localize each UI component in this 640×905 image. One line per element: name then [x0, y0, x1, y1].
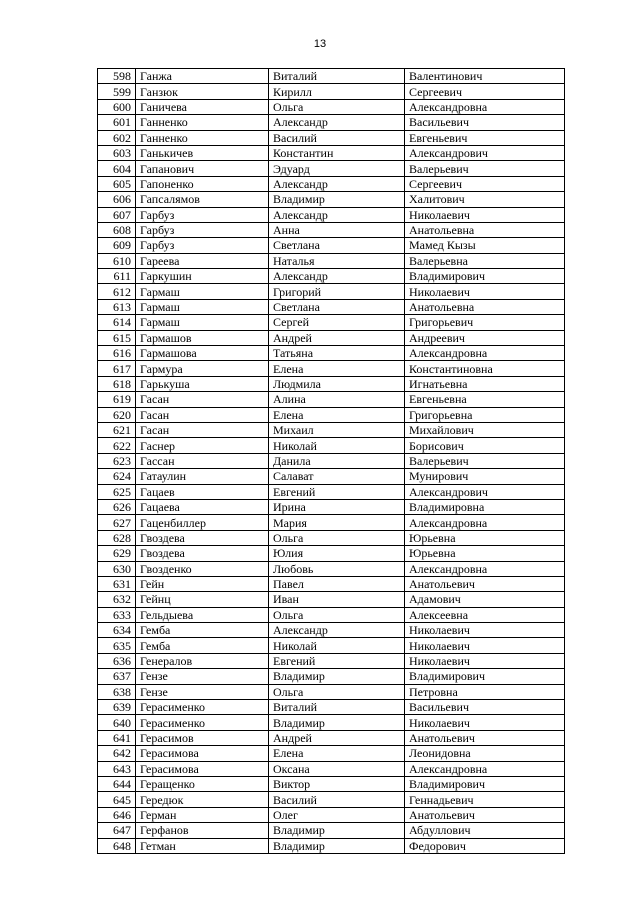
table-row: [98, 561, 565, 576]
last-name-cell: Гейн: [136, 576, 269, 591]
first-name-cell: Иван: [269, 592, 405, 607]
first-name-cell: Анна: [269, 222, 405, 237]
first-name-cell: Данила: [269, 453, 405, 468]
row-number-cell: 638: [98, 684, 136, 699]
patronymic-cell: Евгеньевна: [405, 392, 565, 407]
table-row: [98, 607, 565, 622]
table-row: [98, 346, 565, 361]
row-number-cell: 601: [98, 115, 136, 130]
row-number-cell: 617: [98, 361, 136, 376]
patronymic-cell: Николаевич: [405, 715, 565, 730]
row-number-cell: 615: [98, 330, 136, 345]
row-number-cell: 642: [98, 746, 136, 761]
patronymic-cell: Анатольевич: [405, 576, 565, 591]
row-number-cell: 614: [98, 315, 136, 330]
last-name-cell: Ганькичев: [136, 145, 269, 160]
table-row: [98, 299, 565, 314]
last-name-cell: Гетман: [136, 838, 269, 853]
patronymic-cell: Мамед Кызы: [405, 238, 565, 253]
row-number-cell: 646: [98, 807, 136, 822]
first-name-cell: Николай: [269, 438, 405, 453]
first-name-cell: Михаил: [269, 422, 405, 437]
roster-body: [98, 69, 565, 854]
first-name-cell: Оксана: [269, 761, 405, 776]
last-name-cell: Гармура: [136, 361, 269, 376]
row-number-cell: 611: [98, 269, 136, 284]
table-row: [98, 392, 565, 407]
page-number: 13: [313, 38, 327, 50]
table-row: [98, 807, 565, 822]
table-row: [98, 269, 565, 284]
table-row: [98, 776, 565, 791]
last-name-cell: Герасименко: [136, 715, 269, 730]
patronymic-cell: Геннадьевич: [405, 792, 565, 807]
patronymic-cell: Федорович: [405, 838, 565, 853]
last-name-cell: Герасимов: [136, 730, 269, 745]
patronymic-cell: Александровна: [405, 99, 565, 114]
row-number-cell: 621: [98, 422, 136, 437]
last-name-cell: Гарькуша: [136, 376, 269, 391]
last-name-cell: Гацаева: [136, 499, 269, 514]
patronymic-cell: Анатольевич: [405, 730, 565, 745]
first-name-cell: Ольга: [269, 530, 405, 545]
row-number-cell: 607: [98, 207, 136, 222]
last-name-cell: Гемба: [136, 638, 269, 653]
row-number-cell: 624: [98, 469, 136, 484]
first-name-cell: Андрей: [269, 330, 405, 345]
table-row: [98, 576, 565, 591]
patronymic-cell: Анатольевна: [405, 299, 565, 314]
last-name-cell: Гармаш: [136, 284, 269, 299]
first-name-cell: Наталья: [269, 253, 405, 268]
first-name-cell: Елена: [269, 407, 405, 422]
last-name-cell: Гармаш: [136, 315, 269, 330]
patronymic-cell: Александрович: [405, 484, 565, 499]
patronymic-cell: Юрьевна: [405, 546, 565, 561]
row-number-cell: 625: [98, 484, 136, 499]
first-name-cell: Светлана: [269, 299, 405, 314]
table-row: [98, 145, 565, 160]
table-row: [98, 422, 565, 437]
table-row: [98, 515, 565, 530]
first-name-cell: Ольга: [269, 99, 405, 114]
row-number-cell: 603: [98, 145, 136, 160]
first-name-cell: Елена: [269, 361, 405, 376]
last-name-cell: Гармаш: [136, 299, 269, 314]
last-name-cell: Герфанов: [136, 823, 269, 838]
first-name-cell: Александр: [269, 623, 405, 638]
row-number-cell: 637: [98, 669, 136, 684]
patronymic-cell: Леонидовна: [405, 746, 565, 761]
first-name-cell: Владимир: [269, 838, 405, 853]
last-name-cell: Ганичева: [136, 99, 269, 114]
row-number-cell: 626: [98, 499, 136, 514]
patronymic-cell: Николаевич: [405, 638, 565, 653]
last-name-cell: Гельдыева: [136, 607, 269, 622]
first-name-cell: Евгений: [269, 653, 405, 668]
first-name-cell: Олег: [269, 807, 405, 822]
table-row: [98, 115, 565, 130]
table-row: [98, 453, 565, 468]
table-row: [98, 730, 565, 745]
patronymic-cell: Евгеньевич: [405, 130, 565, 145]
last-name-cell: Гармашова: [136, 346, 269, 361]
row-number-cell: 604: [98, 161, 136, 176]
row-number-cell: 619: [98, 392, 136, 407]
first-name-cell: Григорий: [269, 284, 405, 299]
table-row: [98, 407, 565, 422]
patronymic-cell: Мунирович: [405, 469, 565, 484]
first-name-cell: Владимир: [269, 715, 405, 730]
table-row: [98, 222, 565, 237]
row-number-cell: 632: [98, 592, 136, 607]
last-name-cell: Ганжа: [136, 69, 269, 84]
roster-table: [97, 68, 565, 854]
row-number-cell: 635: [98, 638, 136, 653]
table-row: [98, 161, 565, 176]
last-name-cell: Гацаев: [136, 484, 269, 499]
first-name-cell: Александр: [269, 207, 405, 222]
last-name-cell: Гассан: [136, 453, 269, 468]
table-row: [98, 761, 565, 776]
row-number-cell: 647: [98, 823, 136, 838]
row-number-cell: 613: [98, 299, 136, 314]
last-name-cell: Гарбуз: [136, 222, 269, 237]
last-name-cell: Гейнц: [136, 592, 269, 607]
table-row: [98, 99, 565, 114]
table-row: [98, 84, 565, 99]
row-number-cell: 629: [98, 546, 136, 561]
last-name-cell: Гармашов: [136, 330, 269, 345]
row-number-cell: 627: [98, 515, 136, 530]
patronymic-cell: Валерьевич: [405, 161, 565, 176]
row-number-cell: 599: [98, 84, 136, 99]
table-row: [98, 361, 565, 376]
first-name-cell: Александр: [269, 176, 405, 191]
first-name-cell: Кирилл: [269, 84, 405, 99]
row-number-cell: 643: [98, 761, 136, 776]
row-number-cell: 609: [98, 238, 136, 253]
table-row: [98, 823, 565, 838]
row-number-cell: 605: [98, 176, 136, 191]
last-name-cell: Гензе: [136, 669, 269, 684]
table-row: [98, 669, 565, 684]
last-name-cell: Гапанович: [136, 161, 269, 176]
patronymic-cell: Анатольевна: [405, 222, 565, 237]
table-row: [98, 253, 565, 268]
patronymic-cell: Петровна: [405, 684, 565, 699]
row-number-cell: 644: [98, 776, 136, 791]
patronymic-cell: Игнатьевна: [405, 376, 565, 391]
last-name-cell: Гапсалямов: [136, 192, 269, 207]
row-number-cell: 628: [98, 530, 136, 545]
table-row: [98, 484, 565, 499]
last-name-cell: Гатаулин: [136, 469, 269, 484]
table-row: [98, 838, 565, 853]
row-number-cell: 631: [98, 576, 136, 591]
row-number-cell: 648: [98, 838, 136, 853]
table-row: [98, 546, 565, 561]
patronymic-cell: Халитович: [405, 192, 565, 207]
patronymic-cell: Александровна: [405, 561, 565, 576]
row-number-cell: 610: [98, 253, 136, 268]
last-name-cell: Геращенко: [136, 776, 269, 791]
last-name-cell: Ганненко: [136, 130, 269, 145]
first-name-cell: Алина: [269, 392, 405, 407]
first-name-cell: Юлия: [269, 546, 405, 561]
patronymic-cell: Николаевич: [405, 284, 565, 299]
table-row: [98, 792, 565, 807]
first-name-cell: Александр: [269, 269, 405, 284]
patronymic-cell: Николаевич: [405, 623, 565, 638]
first-name-cell: Владимир: [269, 823, 405, 838]
table-row: [98, 469, 565, 484]
patronymic-cell: Анатольевич: [405, 807, 565, 822]
patronymic-cell: Сергеевич: [405, 176, 565, 191]
table-row: [98, 438, 565, 453]
table-row: [98, 623, 565, 638]
last-name-cell: Гензе: [136, 684, 269, 699]
table-row: [98, 684, 565, 699]
row-number-cell: 618: [98, 376, 136, 391]
last-name-cell: Генералов: [136, 653, 269, 668]
patronymic-cell: Григорьевна: [405, 407, 565, 422]
last-name-cell: Гасан: [136, 422, 269, 437]
table-row: [98, 130, 565, 145]
table-row: [98, 700, 565, 715]
table-row: [98, 284, 565, 299]
patronymic-cell: Владимирович: [405, 776, 565, 791]
first-name-cell: Салават: [269, 469, 405, 484]
first-name-cell: Сергей: [269, 315, 405, 330]
last-name-cell: Гареева: [136, 253, 269, 268]
patronymic-cell: Алексеевна: [405, 607, 565, 622]
first-name-cell: Эдуард: [269, 161, 405, 176]
table-row: [98, 69, 565, 84]
last-name-cell: Гасан: [136, 392, 269, 407]
table-row: [98, 330, 565, 345]
table-row: [98, 315, 565, 330]
patronymic-cell: Абдуллович: [405, 823, 565, 838]
patronymic-cell: Владимировна: [405, 499, 565, 514]
patronymic-cell: Андреевич: [405, 330, 565, 345]
patronymic-cell: Васильевич: [405, 700, 565, 715]
last-name-cell: Гвозденко: [136, 561, 269, 576]
patronymic-cell: Юрьевна: [405, 530, 565, 545]
last-name-cell: Гаркушин: [136, 269, 269, 284]
first-name-cell: Виталий: [269, 69, 405, 84]
row-number-cell: 636: [98, 653, 136, 668]
row-number-cell: 639: [98, 700, 136, 715]
first-name-cell: Василий: [269, 792, 405, 807]
last-name-cell: Гемба: [136, 623, 269, 638]
last-name-cell: Гасан: [136, 407, 269, 422]
patronymic-cell: Валентинович: [405, 69, 565, 84]
patronymic-cell: Владимирович: [405, 269, 565, 284]
first-name-cell: Николай: [269, 638, 405, 653]
patronymic-cell: Васильевич: [405, 115, 565, 130]
table-row: [98, 192, 565, 207]
patronymic-cell: Григорьевич: [405, 315, 565, 330]
patronymic-cell: Александровна: [405, 761, 565, 776]
last-name-cell: Герасимова: [136, 746, 269, 761]
row-number-cell: 622: [98, 438, 136, 453]
last-name-cell: Гаценбиллер: [136, 515, 269, 530]
first-name-cell: Александр: [269, 115, 405, 130]
patronymic-cell: Константиновна: [405, 361, 565, 376]
last-name-cell: Гапоненко: [136, 176, 269, 191]
last-name-cell: Гвоздева: [136, 546, 269, 561]
first-name-cell: Виталий: [269, 700, 405, 715]
last-name-cell: Гередюк: [136, 792, 269, 807]
table-row: [98, 499, 565, 514]
last-name-cell: Гарбуз: [136, 238, 269, 253]
patronymic-cell: Михайлович: [405, 422, 565, 437]
first-name-cell: Андрей: [269, 730, 405, 745]
first-name-cell: Светлана: [269, 238, 405, 253]
last-name-cell: Герман: [136, 807, 269, 822]
table-row: [98, 715, 565, 730]
patronymic-cell: Николаевич: [405, 653, 565, 668]
last-name-cell: Гвоздева: [136, 530, 269, 545]
first-name-cell: Любовь: [269, 561, 405, 576]
table-row: [98, 746, 565, 761]
table-row: [98, 653, 565, 668]
first-name-cell: Владимир: [269, 192, 405, 207]
first-name-cell: Константин: [269, 145, 405, 160]
last-name-cell: Герасимова: [136, 761, 269, 776]
table-row: [98, 530, 565, 545]
patronymic-cell: Борисович: [405, 438, 565, 453]
last-name-cell: Гаснер: [136, 438, 269, 453]
last-name-cell: Гарбуз: [136, 207, 269, 222]
first-name-cell: Павел: [269, 576, 405, 591]
last-name-cell: Ганзюк: [136, 84, 269, 99]
patronymic-cell: Валерьевич: [405, 453, 565, 468]
table-row: [98, 638, 565, 653]
first-name-cell: Елена: [269, 746, 405, 761]
first-name-cell: Татьяна: [269, 346, 405, 361]
patronymic-cell: Валерьевна: [405, 253, 565, 268]
patronymic-cell: Николаевич: [405, 207, 565, 222]
row-number-cell: 634: [98, 623, 136, 638]
row-number-cell: 645: [98, 792, 136, 807]
first-name-cell: Виктор: [269, 776, 405, 791]
row-number-cell: 633: [98, 607, 136, 622]
table-row: [98, 207, 565, 222]
patronymic-cell: Владимирович: [405, 669, 565, 684]
row-number-cell: 606: [98, 192, 136, 207]
row-number-cell: 623: [98, 453, 136, 468]
patronymic-cell: Александровна: [405, 346, 565, 361]
patronymic-cell: Адамович: [405, 592, 565, 607]
row-number-cell: 600: [98, 99, 136, 114]
row-number-cell: 612: [98, 284, 136, 299]
first-name-cell: Ирина: [269, 499, 405, 514]
first-name-cell: Евгений: [269, 484, 405, 499]
table-row: [98, 592, 565, 607]
table-row: [98, 376, 565, 391]
row-number-cell: 640: [98, 715, 136, 730]
first-name-cell: Владимир: [269, 669, 405, 684]
first-name-cell: Василий: [269, 130, 405, 145]
row-number-cell: 608: [98, 222, 136, 237]
patronymic-cell: Александрович: [405, 145, 565, 160]
patronymic-cell: Сергеевич: [405, 84, 565, 99]
first-name-cell: Мария: [269, 515, 405, 530]
row-number-cell: 641: [98, 730, 136, 745]
first-name-cell: Ольга: [269, 684, 405, 699]
last-name-cell: Ганненко: [136, 115, 269, 130]
row-number-cell: 602: [98, 130, 136, 145]
row-number-cell: 620: [98, 407, 136, 422]
row-number-cell: 616: [98, 346, 136, 361]
row-number-cell: 598: [98, 69, 136, 84]
row-number-cell: 630: [98, 561, 136, 576]
first-name-cell: Людмила: [269, 376, 405, 391]
first-name-cell: Ольга: [269, 607, 405, 622]
last-name-cell: Герасименко: [136, 700, 269, 715]
table-row: [98, 238, 565, 253]
table-row: [98, 176, 565, 191]
patronymic-cell: Александровна: [405, 515, 565, 530]
